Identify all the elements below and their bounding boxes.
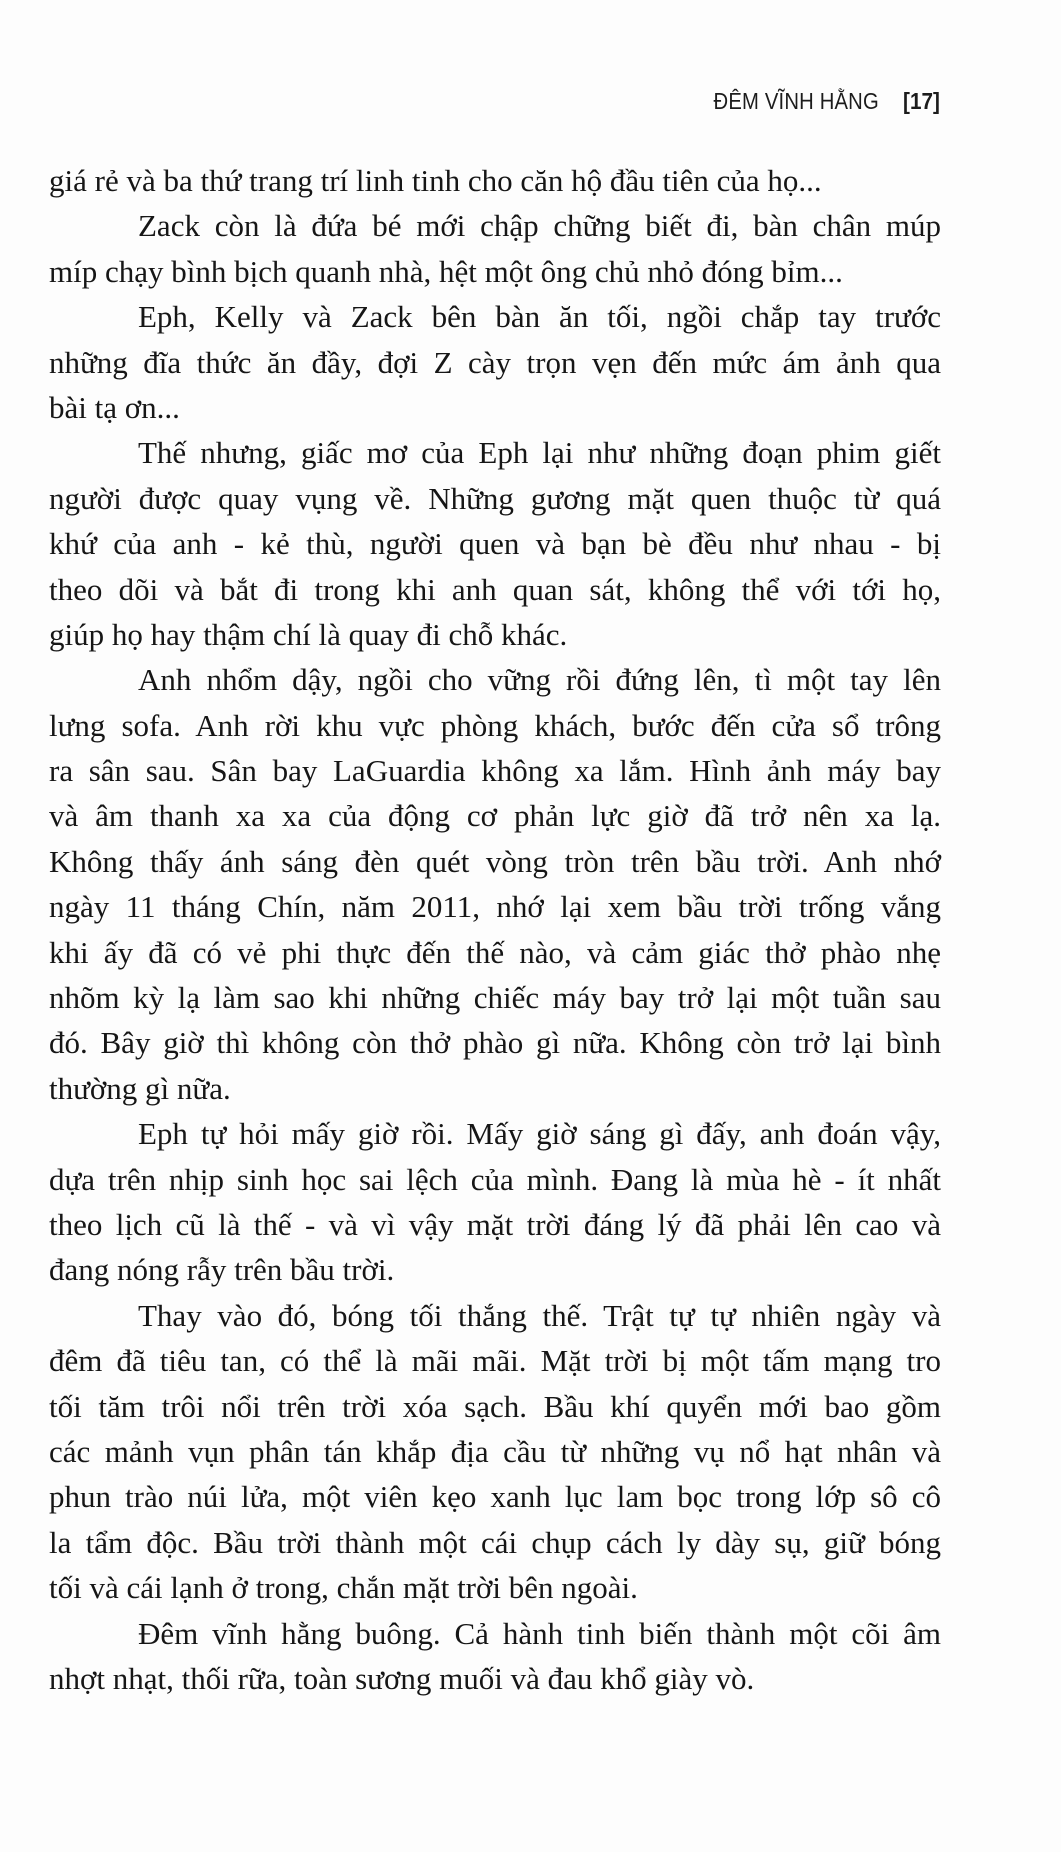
text-line: đang nóng rẫy trên bầu trời.	[49, 1252, 395, 1288]
text-line: đó. Bây giờ thì không còn thở phào gì nữa. Không còn trở lại bình	[49, 1025, 941, 1061]
text-line: giá rẻ và ba thứ trang trí linh tinh cho căn hộ đầu tiên của họ...	[49, 163, 822, 198]
text-line: bài tạ ơn...	[49, 389, 180, 425]
text-line: Zack còn là đứa bé mới chập chững biết đi, bàn chân múp	[138, 208, 941, 244]
paragraph	[49, 203, 941, 294]
text-line: thường gì nữa.	[49, 1070, 231, 1106]
text-line: những đĩa thức ăn đầy, đợi Z cày trọn vẹn đến mức ám ảnh qua	[49, 344, 941, 380]
paragraph	[49, 430, 941, 657]
running-head	[691, 88, 942, 115]
text-line: Thế nhưng, giấc mơ của Eph lại như những đoạn phim giết	[138, 435, 941, 471]
text-line: giúp họ hay thậm chí là quay đi chỗ khác.	[49, 616, 568, 652]
chapter-title: ĐÊM VĨNH HẰNG	[713, 88, 880, 114]
text-line: theo dõi và bắt đi trong khi anh quan sát, không thể với tới họ,	[49, 571, 941, 607]
text-line: khi ấy đã có vẻ phi thực đến thế nào, và cảm giác thở phào nhẹ	[49, 934, 941, 970]
text-line: dựa trên nhịp sinh học sai lệch của mình. Đang là mùa hè - ít nhất	[49, 1161, 941, 1197]
paragraph	[49, 657, 941, 1111]
text-line: nhợt nhạt, thối rữa, toàn sương muối và đau khổ giày vò.	[49, 1660, 755, 1696]
text-line: tối và cái lạnh ở trong, chắn mặt trời bên ngoài.	[49, 1570, 638, 1606]
text-line: nhõm kỳ lạ làm sao khi những chiếc máy bay trở lại một tuần sau	[49, 980, 941, 1016]
text-line: người được quay vụng về. Những gương mặt quen thuộc từ quá	[49, 480, 941, 516]
paragraph	[49, 1293, 941, 1611]
text-line: ra sân sau. Sân bay LaGuardia không xa lắm. Hình ảnh máy bay	[49, 753, 941, 789]
paragraph	[49, 294, 941, 430]
body-text	[49, 158, 941, 1701]
text-line: míp chạy bình bịch quanh nhà, hệt một ông chủ nhỏ đóng bỉm...	[49, 253, 843, 289]
text-line: Eph, Kelly và Zack bên bàn ăn tối, ngồi chắp tay trước	[138, 299, 941, 335]
page-number: [17]	[903, 88, 940, 114]
text-line: tối tăm trôi nổi trên trời xóa sạch. Bầu khí quyển mới bao gồm	[49, 1388, 941, 1424]
paragraph	[49, 158, 941, 203]
text-line: lưng sofa. Anh rời khu vực phòng khách, bước đến cửa sổ trông	[49, 707, 941, 743]
paragraph	[49, 1611, 941, 1702]
text-line: la tẩm độc. Bầu trời thành một cái chụp cách ly dày sụ, giữ bóng	[49, 1524, 941, 1560]
text-line: ngày 11 tháng Chín, năm 2011, nhớ lại xem bầu trời trống vắng	[49, 889, 941, 925]
text-line: Anh nhổm dậy, ngồi cho vững rồi đứng lên, tì một tay lên	[138, 662, 941, 698]
text-line: khứ của anh - kẻ thù, người quen và bạn bè đều như nhau - bị	[49, 526, 941, 562]
text-line: Đêm vĩnh hằng buông. Cả hành tinh biến thành một cõi âm	[138, 1615, 941, 1651]
text-line: và âm thanh xa xa của động cơ phản lực giờ đã trở nên xa lạ.	[49, 798, 941, 834]
text-line: theo lịch cũ là thế - và vì vậy mặt trời đáng lý đã phải lên cao và	[49, 1206, 941, 1242]
text-line: Thay vào đó, bóng tối thắng thế. Trật tự tự nhiên ngày và	[138, 1297, 941, 1333]
text-line: đêm đã tiêu tan, có thể là mãi mãi. Mặt trời bị một tấm mạng tro	[49, 1343, 941, 1379]
text-line: các mảnh vụn phân tán khắp địa cầu từ những vụ nổ hạt nhân và	[49, 1433, 941, 1469]
text-line: Không thấy ánh sáng đèn quét vòng tròn trên bầu trời. Anh nhớ	[49, 843, 941, 879]
text-line: Eph tự hỏi mấy giờ rồi. Mấy giờ sáng gì đấy, anh đoán vậy,	[138, 1116, 941, 1152]
text-line: phun trào núi lửa, một viên kẹo xanh lục lam bọc trong lớp sô cô	[49, 1479, 941, 1515]
paragraph	[49, 1111, 941, 1293]
